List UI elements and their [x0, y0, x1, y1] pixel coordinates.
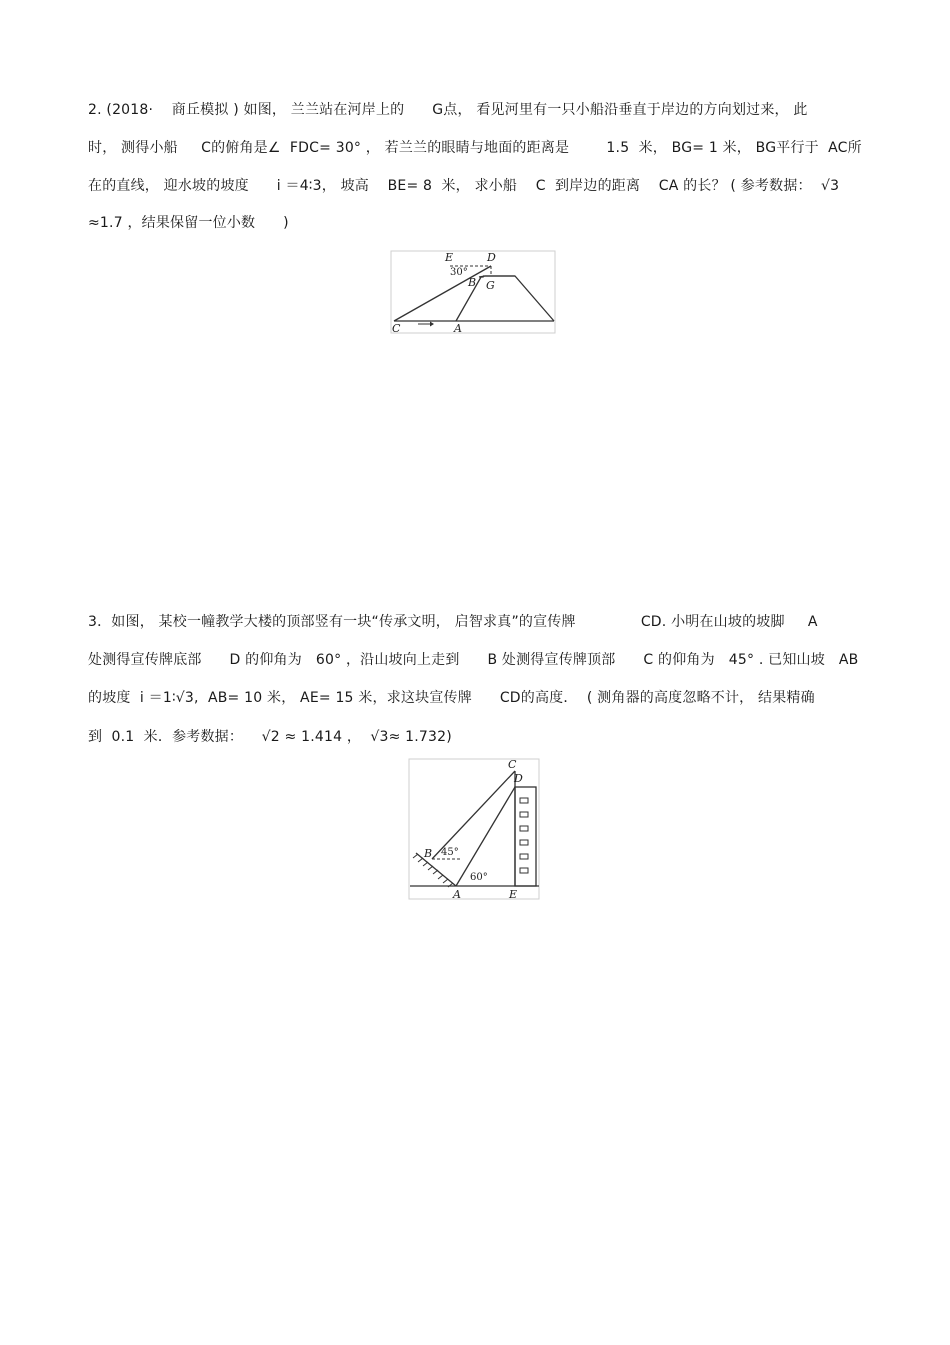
problem3-line-4: 到 0.1 米．参考数据： √2 ≈ 1.414 ， √3≈ 1.732)	[88, 729, 452, 745]
label-angle-60: 60°	[470, 872, 488, 883]
problem2-line-4: ≈1.7 ，结果保留一位小数 )	[88, 215, 289, 231]
label-b: B	[468, 276, 477, 289]
label-a: A	[453, 888, 461, 900]
label-g: G	[486, 279, 495, 292]
building-windows	[520, 798, 528, 873]
problem3-figure	[408, 758, 540, 900]
label-d: D	[487, 251, 496, 264]
boat-arrow-head	[430, 322, 434, 327]
sight-line-dc	[394, 266, 491, 321]
label-d: D	[514, 772, 523, 785]
problem2-line-2: 时， 测得小船 C的俯角是∠ FDC= 30° ， 若兰兰的眼睛与地面的距离是 1.5 米， BG= 1 米， BG平行于 AC所	[88, 140, 862, 156]
sight-line-bc	[432, 771, 515, 859]
label-angle-45: 45°	[441, 847, 459, 858]
label-c: C	[392, 322, 401, 334]
problem2-figure	[390, 250, 556, 334]
label-c: C	[508, 758, 517, 771]
problem3-line-3: 的坡度 i ＝1∶√3, AB= 10 米， AE= 15 米，求这块宣传牌 CD的高度． ( 测角器的高度忽略不计， 结果精确	[88, 690, 815, 706]
problem3-line-1: 3．如图， 某校一幢教学大楼的顶部竖有一块“传承文明， 启智求真”的宣传牌 CD. 小明在山坡的坡脚 A	[88, 614, 818, 630]
problem2-line-1: 2. (2018· 商丘模拟 ) 如图， 兰兰站在河岸上的 G点， 看见河里有一只小船沿垂直于岸边的方向划过来， 此	[88, 102, 808, 118]
label-e: E	[509, 888, 518, 900]
problem2-line-3: 在的直线， 迎水坡的坡度 i ＝4∶3， 坡高 BE= 8 米， 求小船 C 到岸边的距离 CA 的长？ ( 参考数据： √3	[88, 178, 840, 194]
problem3-line-2: 处测得宣传牌底部 D 的仰角为 60° ，沿山坡向上走到 B 处测得宣传牌顶部 C 的仰角为 45° . 已知山坡 AB	[88, 652, 859, 668]
building	[515, 787, 536, 886]
label-e: E	[445, 251, 454, 264]
label-a: A	[454, 322, 462, 334]
label-angle-30: 30°	[450, 267, 468, 278]
label-b: B	[424, 847, 433, 860]
